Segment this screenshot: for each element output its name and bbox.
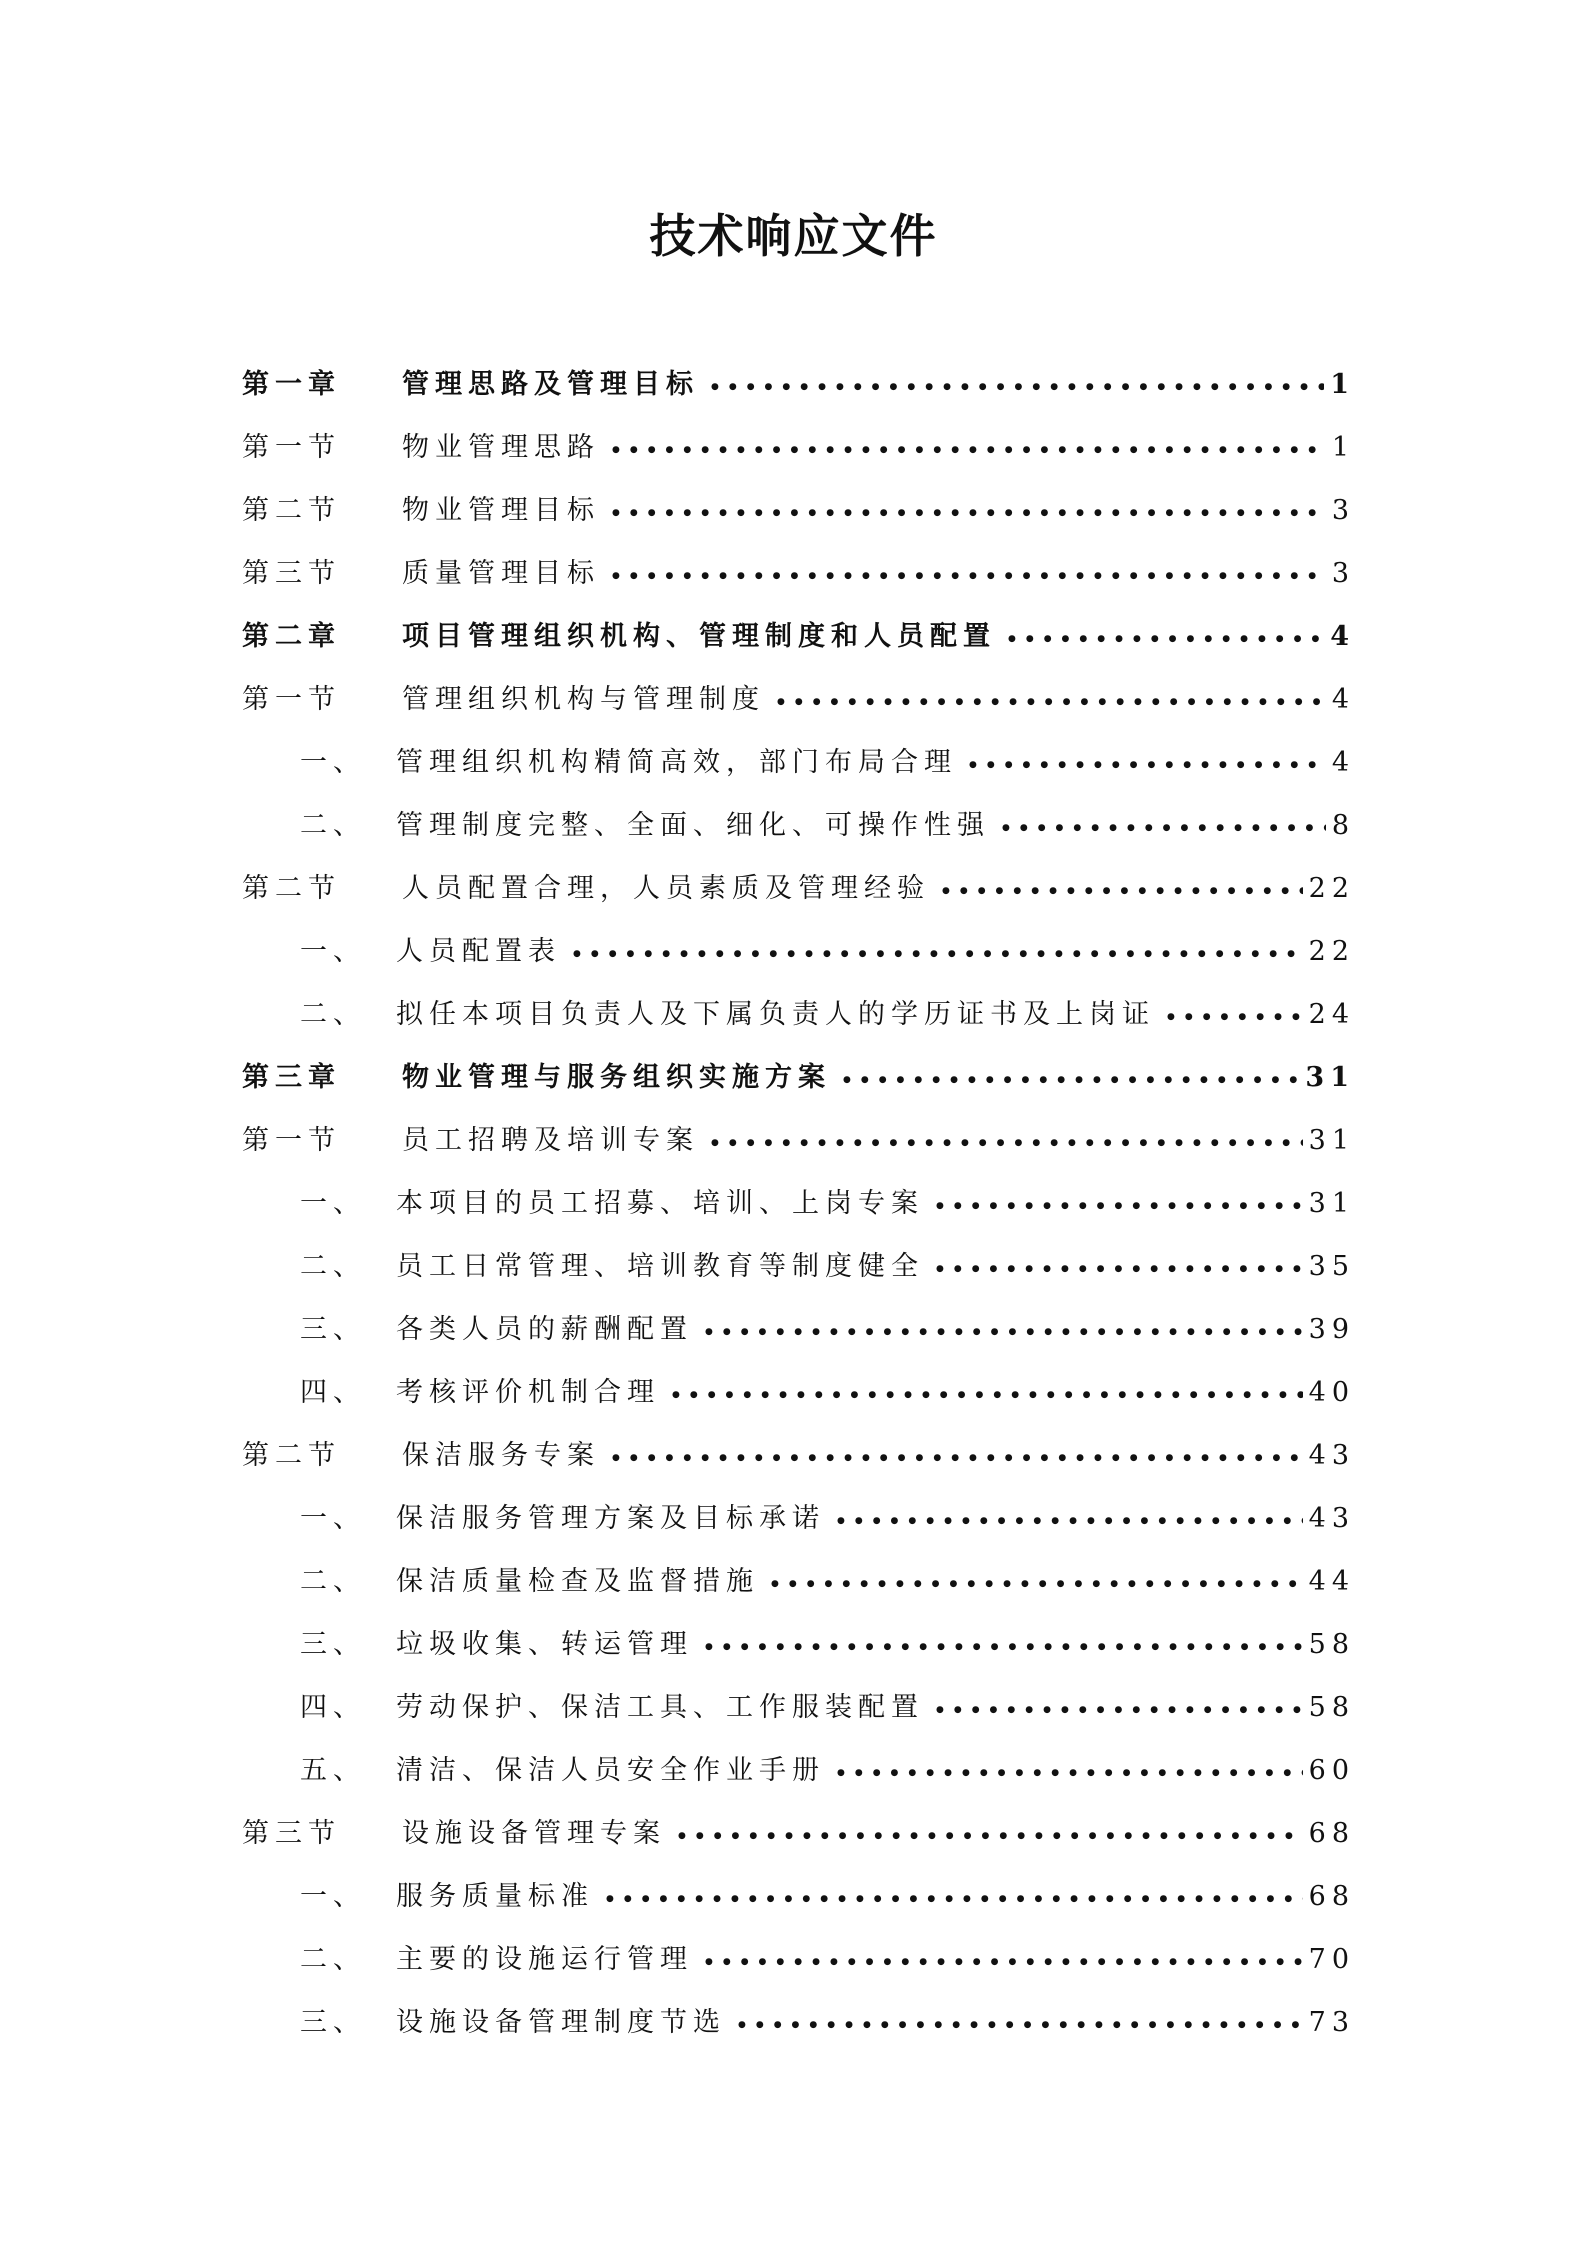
- toc-entry-title: 物业管理思路: [402, 432, 600, 463]
- toc-entry-page-number: 22: [1308, 873, 1355, 904]
- toc-dot-leader: [711, 373, 1324, 399]
- toc-dot-leader: [837, 1508, 1303, 1533]
- toc-entry-page-number: 3: [1331, 558, 1355, 589]
- toc-dot-leader: [612, 1445, 1303, 1470]
- toc-entry[interactable]: [242, 1433, 1355, 1496]
- toc-dot-leader: [612, 563, 1326, 588]
- toc-entry[interactable]: [242, 1685, 1355, 1748]
- toc-entry-title: 保洁服务专案: [402, 1440, 600, 1471]
- toc-entry-page-number: 1: [1330, 369, 1355, 400]
- toc-dot-leader: [606, 1886, 1303, 1911]
- toc-entry-title: 项目管理组织机构、管理制度和人员配置: [402, 621, 996, 652]
- toc-entry-number: 第一章: [242, 369, 341, 400]
- toc-entry-page-number: 70: [1308, 1944, 1355, 1975]
- toc-entry[interactable]: [242, 866, 1355, 929]
- toc-entry-title: 物业管理目标: [402, 495, 600, 526]
- toc-entry[interactable]: [242, 551, 1355, 614]
- toc-dot-leader: [705, 1319, 1303, 1344]
- toc-entry-title: 主要的设施运行管理: [396, 1944, 693, 1975]
- toc-dot-leader: [705, 1949, 1303, 1974]
- toc-dot-leader: [1167, 1004, 1303, 1029]
- toc-entry[interactable]: [242, 488, 1355, 551]
- toc-entry-number: 第二章: [242, 621, 341, 652]
- toc-entry-number: 三、: [300, 1314, 366, 1345]
- toc-entry-number: 第二节: [242, 1440, 341, 1471]
- toc-entry-page-number: 58: [1308, 1629, 1355, 1660]
- toc-entry-title: 设施设备管理制度节选: [396, 2007, 726, 2038]
- toc-entry-title: 考核评价机制合理: [396, 1377, 660, 1408]
- toc-entry-number: 第三章: [242, 1062, 341, 1093]
- toc-entry-number: 一、: [300, 747, 366, 778]
- toc-entry[interactable]: [242, 1118, 1355, 1181]
- toc-entry-page-number: 4: [1331, 747, 1355, 778]
- toc-dot-leader: [777, 689, 1326, 714]
- toc-dot-leader: [942, 878, 1303, 903]
- toc-entry-title: 垃圾收集、转运管理: [396, 1629, 693, 1660]
- toc-entry[interactable]: [242, 362, 1355, 425]
- toc-entry-number: 四、: [300, 1377, 366, 1408]
- toc-entry[interactable]: [242, 1181, 1355, 1244]
- toc-entry-number: 一、: [300, 1881, 366, 1912]
- toc-entry-page-number: 43: [1308, 1440, 1355, 1471]
- toc-entry-number: 二、: [300, 1566, 366, 1597]
- toc-entry-page-number: 58: [1308, 1692, 1355, 1723]
- toc-dot-leader: [771, 1571, 1303, 1596]
- toc-entry-page-number: 68: [1308, 1818, 1355, 1849]
- toc-dot-leader: [573, 941, 1303, 966]
- toc-entry-page-number: 73: [1308, 2007, 1355, 2038]
- toc-entry-title: 管理组织机构精简高效，部门布局合理: [396, 747, 957, 778]
- toc-entry-number: 第一节: [242, 684, 341, 715]
- toc-entry-number: 一、: [300, 1503, 366, 1534]
- toc-entry-page-number: 44: [1308, 1566, 1355, 1597]
- toc-dot-leader: [612, 437, 1326, 462]
- toc-entry[interactable]: [242, 1622, 1355, 1685]
- document-title: 技术响应文件: [649, 209, 938, 263]
- toc-entry-page-number: 4: [1330, 621, 1355, 652]
- toc-entry-number: 第二节: [242, 873, 341, 904]
- toc-entry-number: 二、: [300, 810, 366, 841]
- toc-entry-page-number: 43: [1308, 1503, 1355, 1534]
- toc-entry[interactable]: [242, 1370, 1355, 1433]
- toc-entry-title: 管理思路及管理目标: [402, 369, 699, 400]
- toc-dot-leader: [1008, 625, 1324, 651]
- toc-entry-number: 第三节: [242, 558, 341, 589]
- toc-entry[interactable]: [242, 1811, 1355, 1874]
- toc-entry-number: 第一节: [242, 432, 341, 463]
- toc-entry-page-number: 1: [1331, 432, 1355, 463]
- toc-entry-page-number: 35: [1308, 1251, 1355, 1282]
- toc-dot-leader: [705, 1634, 1303, 1659]
- toc-entry-page-number: 8: [1331, 810, 1355, 841]
- toc-entry-page-number: 31: [1308, 1188, 1355, 1219]
- toc-entry[interactable]: [242, 740, 1355, 803]
- toc-dot-leader: [969, 752, 1326, 777]
- toc-entry[interactable]: [242, 614, 1355, 677]
- toc-entry-number: 二、: [300, 1944, 366, 1975]
- toc-entry-page-number: 22: [1308, 936, 1355, 967]
- toc-dot-leader: [738, 2012, 1303, 2037]
- toc-entry-title: 各类人员的薪酬配置: [396, 1314, 693, 1345]
- toc-entry[interactable]: [242, 1874, 1355, 1937]
- table-of-contents: [242, 362, 1355, 2063]
- toc-entry-title: 拟任本项目负责人及下属负责人的学历证书及上岗证: [396, 999, 1155, 1030]
- toc-entry[interactable]: [242, 1244, 1355, 1307]
- toc-entry-title: 人员配置表: [396, 936, 561, 967]
- toc-entry-title: 设施设备管理专案: [402, 1818, 666, 1849]
- toc-dot-leader: [936, 1256, 1303, 1281]
- toc-entry-title: 服务质量标准: [396, 1881, 594, 1912]
- toc-entry[interactable]: [242, 1496, 1355, 1559]
- toc-entry-title: 保洁服务管理方案及目标承诺: [396, 1503, 825, 1534]
- toc-entry-title: 员工招聘及培训专案: [402, 1125, 699, 1156]
- toc-entry[interactable]: [242, 1055, 1355, 1118]
- toc-entry-number: 三、: [300, 2007, 366, 2038]
- toc-entry[interactable]: [242, 425, 1355, 488]
- toc-entry-page-number: 4: [1331, 684, 1355, 715]
- toc-dot-leader: [678, 1823, 1303, 1848]
- toc-entry-number: 第三节: [242, 1818, 341, 1849]
- toc-entry-title: 物业管理与服务组织实施方案: [402, 1062, 831, 1093]
- toc-dot-leader: [936, 1193, 1303, 1218]
- toc-entry-title: 本项目的员工招募、培训、上岗专案: [396, 1188, 924, 1219]
- toc-entry-title: 清洁、保洁人员安全作业手册: [396, 1755, 825, 1786]
- toc-entry-title: 劳动保护、保洁工具、工作服装配置: [396, 1692, 924, 1723]
- toc-entry-page-number: 39: [1308, 1314, 1355, 1345]
- toc-entry-number: 三、: [300, 1629, 366, 1660]
- toc-entry-page-number: 60: [1308, 1755, 1355, 1786]
- toc-entry[interactable]: [242, 2000, 1355, 2063]
- toc-entry-number: 二、: [300, 999, 366, 1030]
- toc-entry[interactable]: [242, 677, 1355, 740]
- toc-entry-number: 四、: [300, 1692, 366, 1723]
- toc-entry[interactable]: [242, 1307, 1355, 1370]
- toc-entry-number: 第二节: [242, 495, 341, 526]
- toc-dot-leader: [837, 1760, 1303, 1785]
- toc-entry-page-number: 31: [1308, 1125, 1355, 1156]
- toc-dot-leader: [711, 1130, 1303, 1155]
- toc-entry-number: 二、: [300, 1251, 366, 1282]
- toc-entry-title: 人员配置合理，人员素质及管理经验: [402, 873, 930, 904]
- toc-entry-page-number: 24: [1308, 999, 1355, 1030]
- toc-entry[interactable]: [242, 929, 1355, 992]
- toc-entry[interactable]: [242, 1559, 1355, 1622]
- toc-dot-leader: [612, 500, 1326, 525]
- toc-entry-page-number: 3: [1331, 495, 1355, 526]
- toc-entry[interactable]: [242, 803, 1355, 866]
- toc-entry-page-number: 68: [1308, 1881, 1355, 1912]
- toc-dot-leader: [843, 1066, 1299, 1092]
- toc-entry-page-number: 31: [1305, 1062, 1355, 1093]
- toc-entry-number: 五、: [300, 1755, 366, 1786]
- toc-entry-title: 管理组织机构与管理制度: [402, 684, 765, 715]
- toc-entry-number: 一、: [300, 936, 366, 967]
- toc-dot-leader: [1002, 815, 1326, 840]
- toc-dot-leader: [672, 1382, 1303, 1407]
- toc-entry[interactable]: [242, 992, 1355, 1055]
- toc-entry-title: 管理制度完整、全面、细化、可操作性强: [396, 810, 990, 841]
- toc-entry-title: 质量管理目标: [402, 558, 600, 589]
- toc-entry-title: 员工日常管理、培训教育等制度健全: [396, 1251, 924, 1282]
- toc-dot-leader: [936, 1697, 1303, 1722]
- toc-entry-title: 保洁质量检查及监督措施: [396, 1566, 759, 1597]
- toc-entry-number: 第一节: [242, 1125, 341, 1156]
- toc-entry-page-number: 40: [1308, 1377, 1355, 1408]
- toc-entry[interactable]: [242, 1937, 1355, 2000]
- toc-entry[interactable]: [242, 1748, 1355, 1811]
- toc-entry-number: 一、: [300, 1188, 366, 1219]
